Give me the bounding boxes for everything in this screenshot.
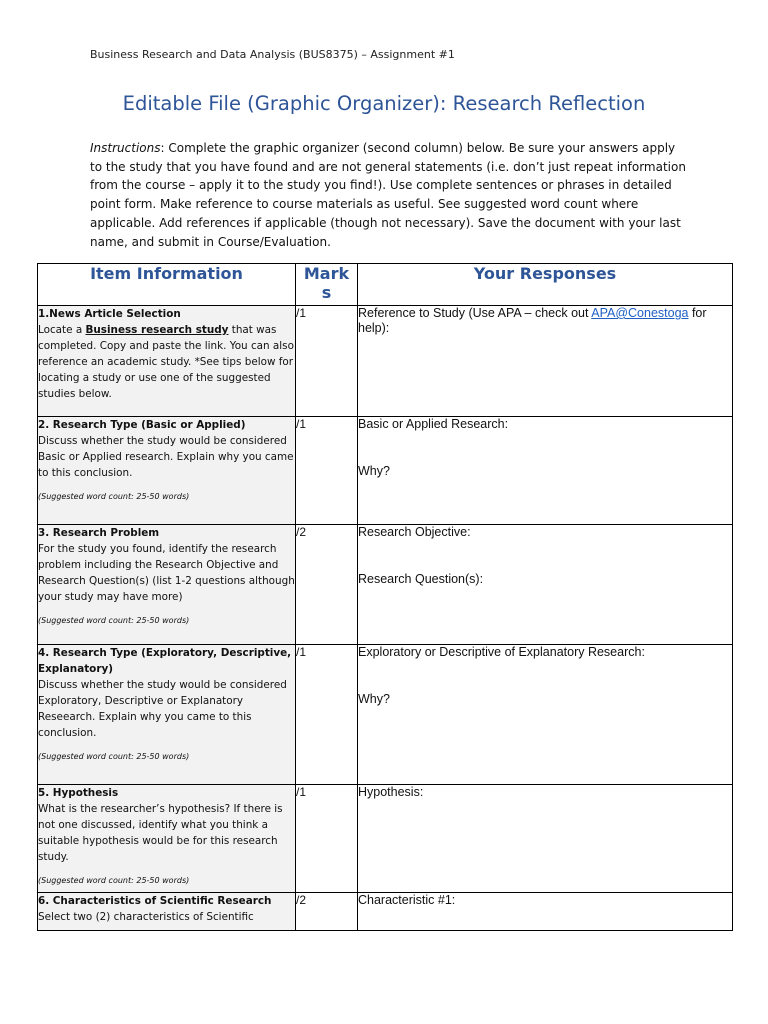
suggested-word-count: (Suggested word count: 25-50 words)	[38, 876, 190, 885]
item-description: Select two (2) characteristics of Scientific	[38, 911, 254, 923]
response-prompt-why: Why?	[358, 464, 390, 478]
header-your-responses: Your Responses	[358, 264, 733, 306]
item-title: 1.News Article Selection	[38, 308, 181, 320]
response-prompt-end: for help):	[358, 306, 707, 335]
response-prompt: Exploratory or Descriptive of Explanatory Research:	[358, 645, 645, 659]
apa-conestoga-link[interactable]: APA@Conestoga	[591, 306, 689, 320]
item-description: Discuss whether the study would be considered Basic or Applied research. Explain why you came to this conclusion.	[38, 435, 294, 479]
table-row	[38, 525, 733, 645]
item-description-part: that was completed. Copy and paste the link. You can also reference an academic study. *See tips below for locating a study or use one of the suggested studies below.	[38, 324, 294, 400]
table-row	[38, 417, 733, 525]
instructions-label: Instructions	[90, 141, 161, 155]
table-row	[38, 306, 733, 417]
response-prompt: Research Objective:	[358, 525, 471, 539]
response-cell[interactable]	[358, 785, 733, 893]
item-cell	[38, 645, 296, 785]
header-item-information: Item Information	[38, 264, 296, 306]
response-cell[interactable]	[358, 306, 733, 417]
header-marks-line2: s	[321, 283, 332, 302]
marks-cell: /2	[296, 525, 358, 645]
response-prompt-why: Why?	[358, 692, 390, 706]
item-description-part: Locate a	[38, 324, 86, 336]
graphic-organizer-table	[37, 263, 733, 931]
instructions-text: : Complete the graphic organizer (second column) below. Be sure your answers apply to the study that you have found and are not general statements (i.e. don’t just repeat information from the course – apply it to the study you find!). Use complete sentences or phrases in detailed point form. Make reference to course materials as useful. See suggested word count where applicable. Add references if applicable (though not necessary). Save the document with your last name, and submit in Course/Evaluation.	[90, 141, 686, 249]
suggested-word-count: (Suggested word count: 25-50 words)	[38, 752, 190, 761]
table-header-row	[38, 264, 733, 306]
item-title: 3. Research Problem	[38, 527, 160, 539]
response-cell[interactable]	[358, 645, 733, 785]
item-title: 5. Hypothesis	[38, 787, 119, 799]
item-title: 4. Research Type (Exploratory, Descriptive, Explanatory)	[38, 647, 292, 675]
item-description-emphasis: Business research study	[85, 324, 229, 336]
header-marks-line1: Mark	[303, 264, 350, 283]
item-cell	[38, 525, 296, 645]
item-title: 2. Research Type (Basic or Applied)	[38, 419, 246, 431]
response-prompt: Characteristic #1:	[358, 893, 456, 907]
table-row	[38, 893, 733, 931]
response-prompt: Reference to Study (Use APA – check out	[358, 306, 592, 320]
item-description: Discuss whether the study would be considered Exploratory, Descriptive or Explanatory Reseearch. Explain why you came to this conclusion.	[38, 679, 287, 739]
response-cell[interactable]	[358, 417, 733, 525]
item-cell	[38, 417, 296, 525]
item-cell	[38, 785, 296, 893]
item-description: For the study you found, identify the research problem including the Research Objective and Research Question(s) (list 1-2 questions although your study may have more)	[38, 543, 295, 603]
response-prompt: Basic or Applied Research:	[358, 417, 509, 431]
response-prompt: Hypothesis:	[358, 785, 424, 799]
response-cell[interactable]	[358, 893, 733, 931]
item-description: What is the researcher’s hypothesis? If there is not one discussed, identify what you think a suitable hypothesis would be for this research study.	[38, 803, 283, 863]
marks-cell: /1	[296, 306, 358, 417]
item-cell	[38, 306, 296, 417]
marks-cell: /1	[296, 417, 358, 525]
suggested-word-count: (Suggested word count: 25-50 words)	[38, 616, 190, 625]
item-cell	[38, 893, 296, 931]
marks-cell: /1	[296, 785, 358, 893]
header-marks	[296, 264, 358, 306]
response-prompt-questions: Research Question(s):	[358, 572, 484, 586]
instructions-paragraph	[90, 139, 690, 251]
table-row	[38, 645, 733, 785]
marks-cell: /1	[296, 645, 358, 785]
running-header: Business Research and Data Analysis (BUS8375) – Assignment #1	[90, 48, 455, 61]
document-title: Editable File (Graphic Organizer): Research Reflection	[122, 92, 646, 115]
table-row	[38, 785, 733, 893]
suggested-word-count: (Suggested word count: 25-50 words)	[38, 492, 190, 501]
marks-cell: /2	[296, 893, 358, 931]
response-cell[interactable]	[358, 525, 733, 645]
item-description	[38, 322, 295, 402]
item-title: 6. Characteristics of Scientific Research	[38, 895, 272, 907]
